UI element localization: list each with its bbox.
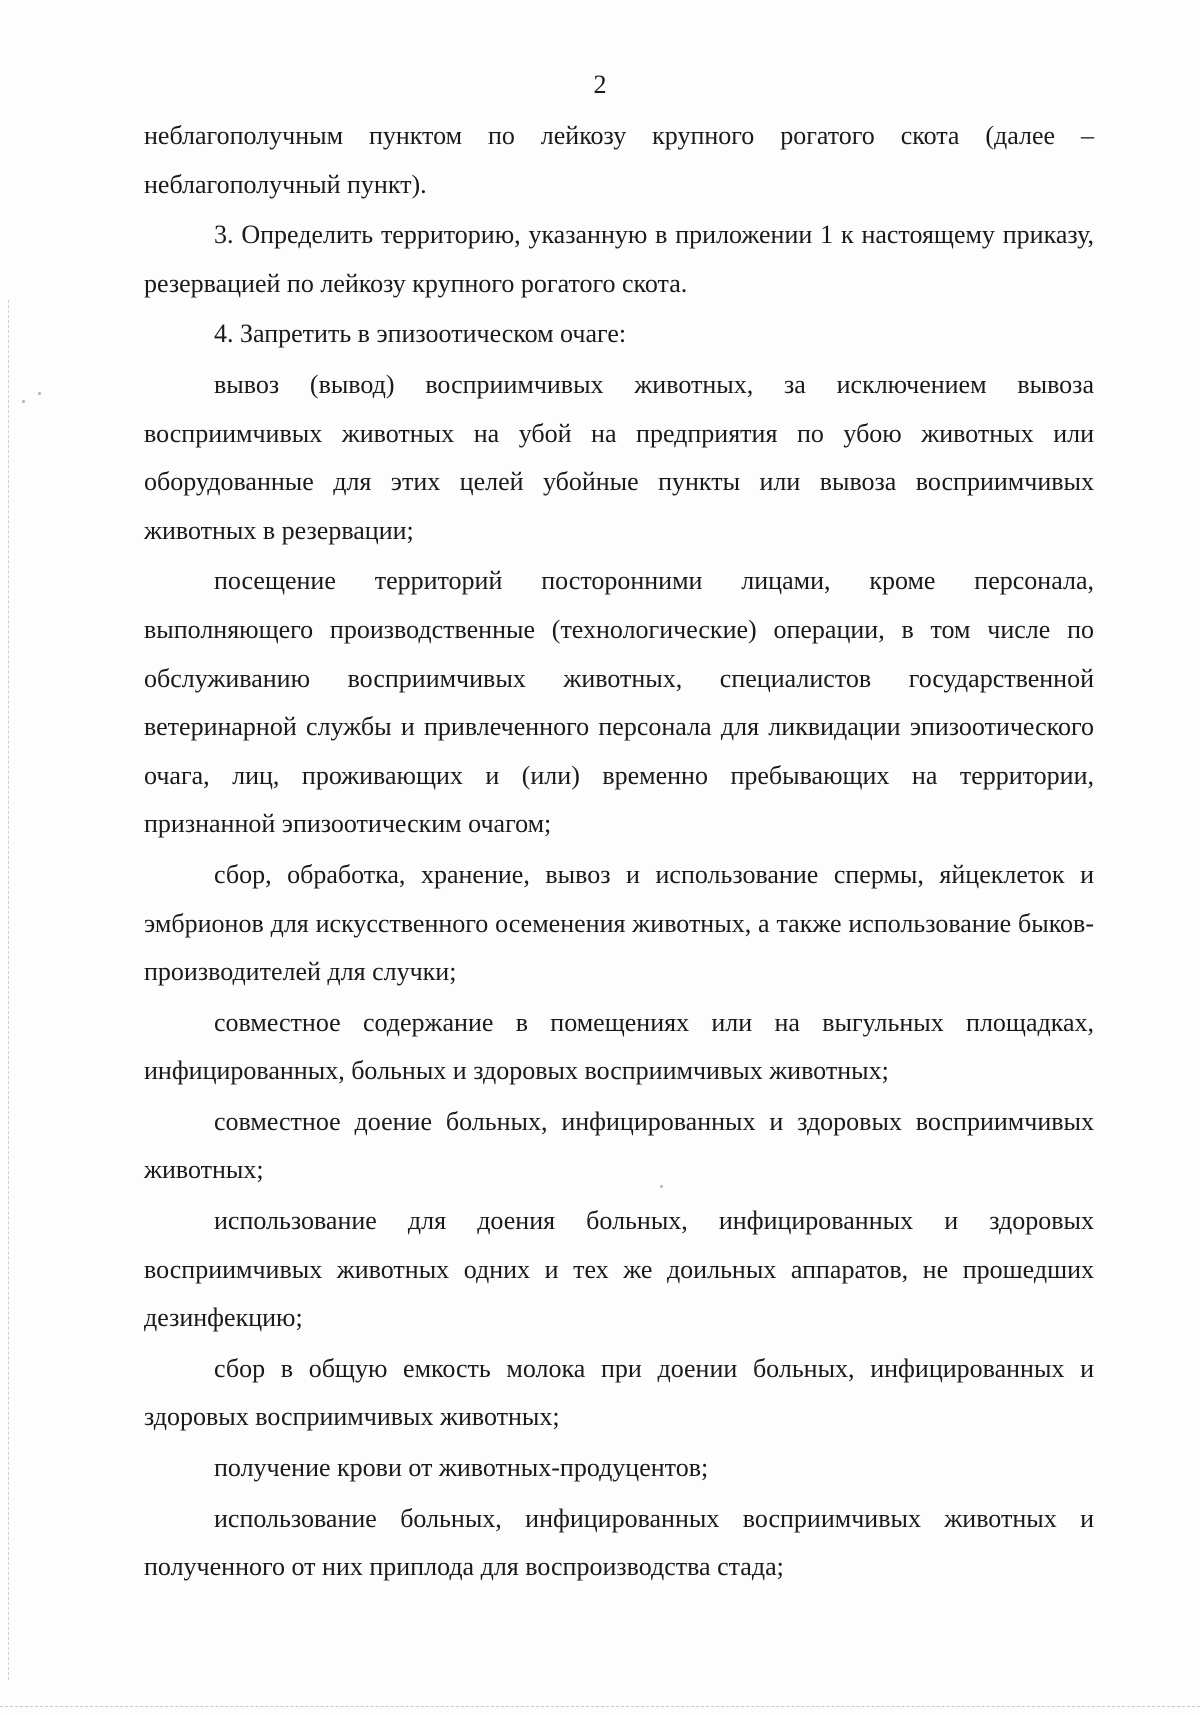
scan-speck <box>38 392 41 395</box>
page-number: 2 <box>593 70 607 99</box>
paragraph: совместное содержание в помещениях или на выгульных площадках, инфицированных, больных и здоровых восприимчивых животных; <box>144 1007 1094 1086</box>
paragraph: 3. Определить территорию, указанную в приложении 1 к настоящему приказу, резервацией по лейкозу крупного рогатого скота. <box>144 220 1094 298</box>
paragraph: совместное доение больных, инфицированных и здоровых восприимчивых животных; <box>144 1106 1094 1185</box>
paragraph: вывоз (вывод) восприимчивых животных, за исключением вывоза восприимчивых животных на убой на предприятия по убою животных или оборудованные для этих целей убойные пункты или вывоза восприимчивых животных в резервации; <box>144 369 1094 545</box>
paragraph: сбор в общую емкость молока при доении больных, инфицированных и здоровых восприимчивых животных; <box>144 1353 1094 1432</box>
document-body <box>144 112 1094 1592</box>
paragraph: использование больных, инфицированных восприимчивых животных и полученного от них приплода для воспроизводства стада; <box>144 1503 1094 1582</box>
paragraph: получение крови от животных-продуцентов; <box>214 1453 709 1483</box>
paragraph: посещение территорий посторонними лицами, кроме персонала, выполняющего производственные (технологические) операции, в том числе по обслуживанию восприимчивых животных, специалистов государственной ветеринарной службы и привлеченного персонала для ликвидации эпизоотического очага, лиц, проживающих и (или) временно пребывающих на территории, признанной эпизоотическим очагом; <box>144 566 1094 839</box>
paragraph: неблагополучным пунктом по лейкозу крупного рогатого скота (далее – неблагополучный пункт). <box>144 121 1094 199</box>
paragraph: использование для доения больных, инфицированных и здоровых восприимчивых животных одних и тех же доильных аппаратов, не прошедших дезинфекцию; <box>144 1206 1094 1333</box>
paragraph: 4. Запретить в эпизоотическом очаге: <box>214 319 627 349</box>
scan-edge-left <box>8 300 10 1680</box>
scan-speck <box>22 400 25 403</box>
scan-edge-bottom <box>0 1706 1200 1709</box>
paragraph: сбор, обработка, хранение, вывоз и использование спермы, яйцеклеток и эмбрионов для искусственного осеменения животных, а также использование быков-производителей для случки; <box>144 859 1094 987</box>
